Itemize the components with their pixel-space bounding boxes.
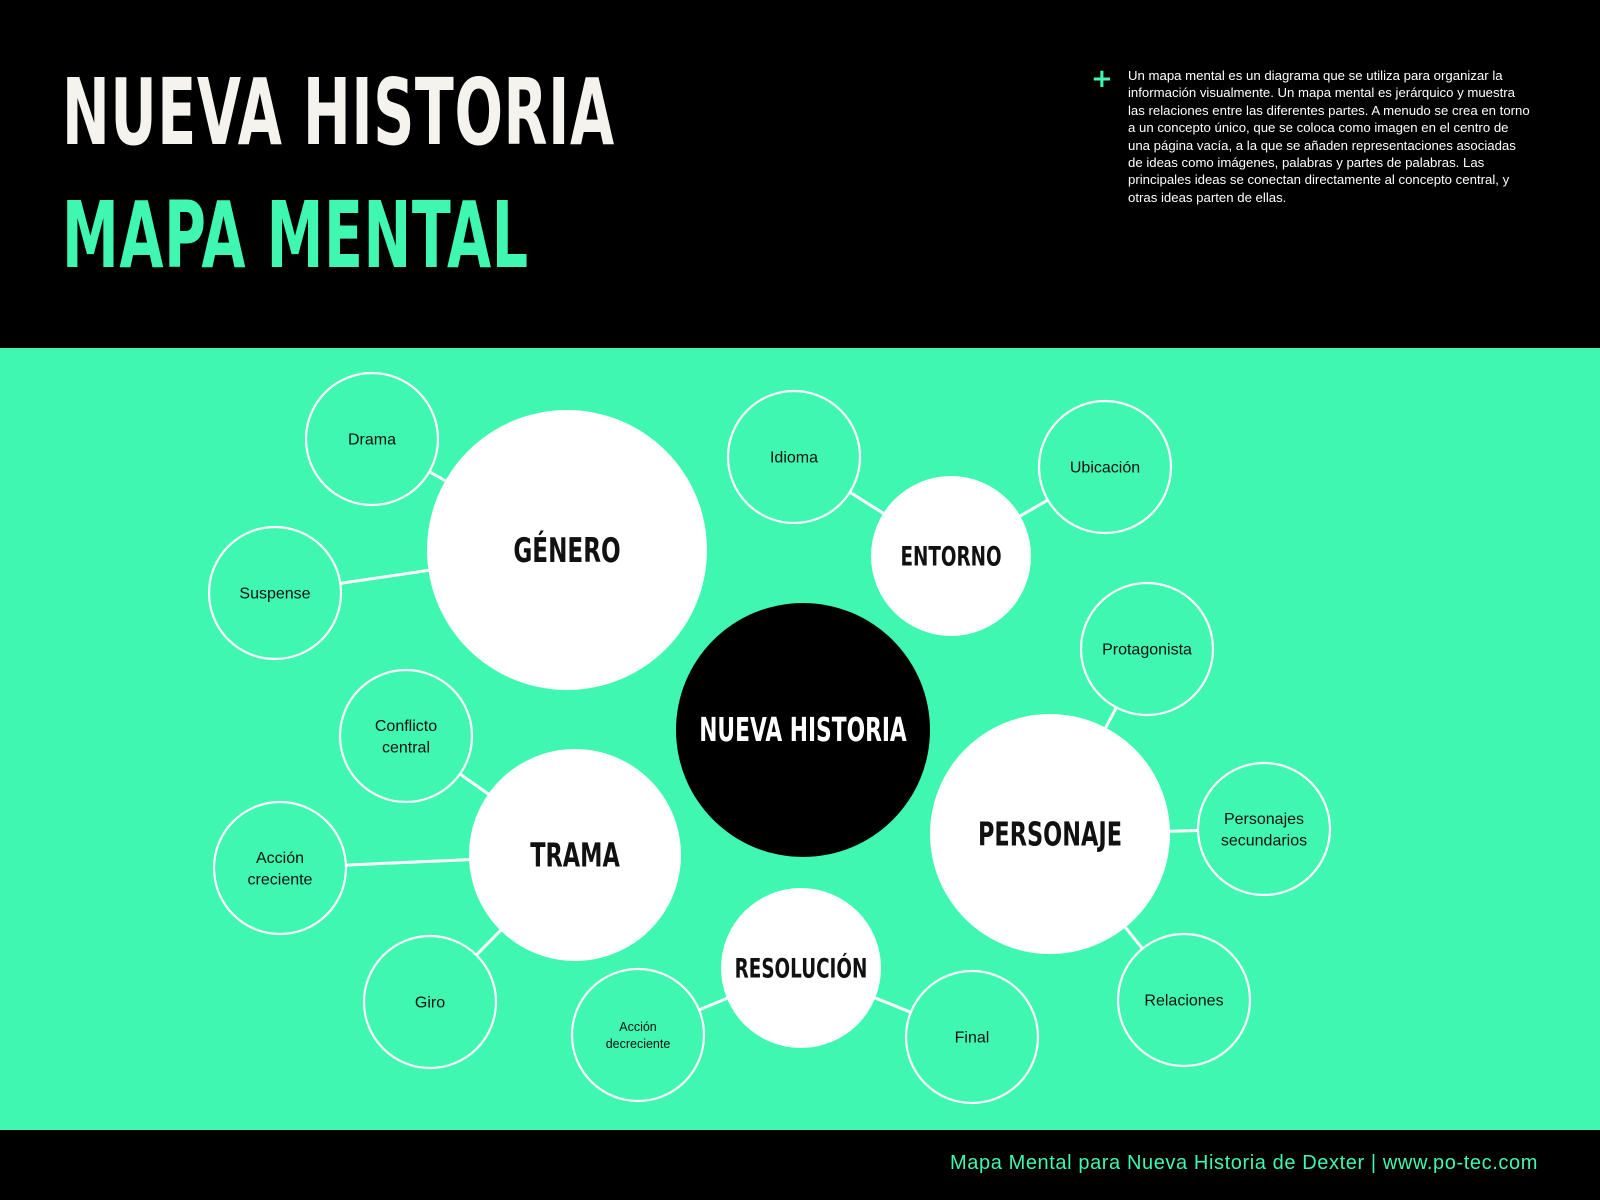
mind-map-diagram	[0, 348, 1600, 1130]
leaf-circle	[340, 670, 472, 802]
leaf-label: Relaciones	[1144, 992, 1224, 1010]
title-line-2: MAPA MENTAL	[62, 182, 529, 289]
leaf-label: Giro	[414, 994, 446, 1012]
leaf-node-accion-decreciente[interactable]	[572, 969, 704, 1101]
connector-genero-drama	[429, 472, 445, 481]
leaf-label: Protagonista	[1102, 641, 1192, 659]
connector-personaje-protagonista	[1106, 707, 1117, 727]
leaf-label: Conflicto central	[374, 717, 438, 757]
footer	[0, 1130, 1600, 1200]
leaf-circle	[572, 969, 704, 1101]
leaf-node-protagonista[interactable]	[1081, 583, 1213, 715]
connector-resolucion-final	[875, 998, 911, 1012]
branch-label: RESOLUCIÓN	[734, 954, 868, 985]
footer-credit: Mapa Mental para Nueva Historia de Dexter | www.po-tec.com	[949, 1152, 1538, 1174]
connector-personaje-relaciones	[1125, 927, 1142, 948]
connector-trama-giro	[476, 930, 500, 955]
leaf-node-idioma[interactable]	[728, 391, 860, 523]
header	[0, 0, 1600, 348]
connector-resolucion-accion-decreciente	[699, 998, 727, 1009]
branch-label: TRAMA	[530, 836, 620, 875]
leaf-node-giro[interactable]	[364, 936, 496, 1068]
branch-node-trama[interactable]	[469, 749, 681, 961]
leaf-node-final[interactable]	[906, 971, 1038, 1103]
leaf-label: Suspense	[239, 585, 311, 603]
branch-label: GÉNERO	[513, 530, 621, 571]
leaf-label: Acción creciente	[247, 849, 313, 889]
connector-personaje-personajes-secundarios	[1170, 831, 1198, 832]
connector-genero-suspense	[340, 570, 428, 583]
plus-icon: +	[1091, 64, 1113, 94]
leaf-label: Personajes secundarios	[1220, 810, 1308, 850]
leaf-node-conflicto-central[interactable]	[340, 670, 472, 802]
title-line-1: NUEVA HISTORIA	[62, 59, 615, 166]
branch-node-personaje[interactable]	[930, 714, 1170, 954]
leaf-label: Idioma	[769, 449, 819, 467]
connector-trama-accion-creciente	[346, 860, 469, 865]
connector-entorno-idioma	[850, 492, 884, 513]
mind-map-canvas	[0, 348, 1600, 1130]
center-label: NUEVA HISTORIA	[699, 710, 907, 750]
branch-node-genero[interactable]	[427, 410, 707, 690]
leaf-circle	[1198, 763, 1330, 895]
leaf-label: Drama	[347, 431, 397, 449]
leaf-label: Ubicación	[1069, 459, 1141, 477]
leaf-node-drama[interactable]	[306, 373, 438, 505]
leaf-node-accion-creciente[interactable]	[214, 802, 346, 934]
center-node[interactable]	[676, 603, 930, 857]
leaf-label: Acción decreciente	[605, 1019, 671, 1051]
branch-label: ENTORNO	[900, 542, 1002, 573]
leaf-node-personajes-secundarios[interactable]	[1198, 763, 1330, 895]
connector-entorno-ubicacion	[1020, 500, 1048, 516]
leaf-circle	[214, 802, 346, 934]
description-text: Un mapa mental es un diagrama que se utiliza para organizar la información visualmente. Un mapa mental es jerárquico y muestra las relaciones entre las diferentes partes. A menudo se crea en torno a un concepto único, que se coloca como imagen en el centro de una página vacía, a la que se añaden representaciones asociadas de ideas como imágenes, palabras y partes de palabras. Las principales ideas se conectan directamente al concepto central, y otras ideas parten de ellas.	[1128, 68, 1530, 205]
branch-label: PERSONAJE	[977, 815, 1123, 854]
branch-node-entorno[interactable]	[871, 476, 1031, 636]
leaf-node-ubicacion[interactable]	[1039, 401, 1171, 533]
leaf-label: Final	[954, 1029, 990, 1047]
leaf-node-suspense[interactable]	[209, 527, 341, 659]
connector-trama-conflicto-central	[460, 774, 488, 794]
branch-node-resolucion[interactable]	[721, 888, 881, 1048]
leaf-node-relaciones[interactable]	[1118, 934, 1250, 1066]
